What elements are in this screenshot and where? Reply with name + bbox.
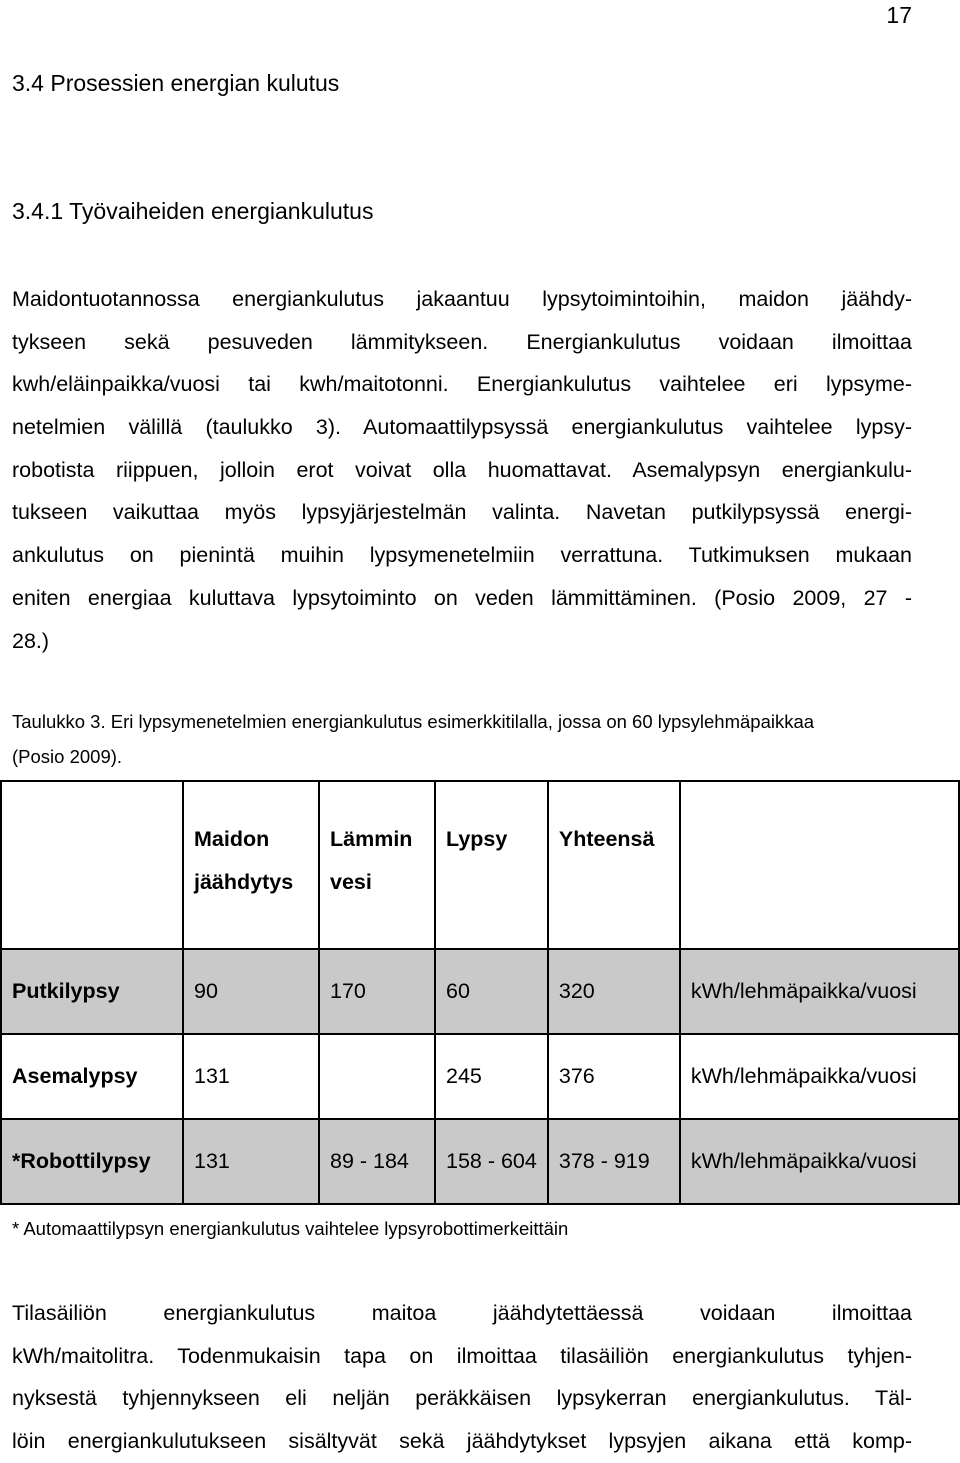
cell-cooling: 131 — [183, 1119, 319, 1204]
cell-milking: 60 — [435, 949, 548, 1034]
header-cell-empty — [1, 781, 183, 949]
section-heading: 3.4 Prosessien energian kulutus — [12, 70, 340, 96]
paragraph-line: eniten energiaa kuluttava lypsytoiminto on veden lämmittäminen. (Posio 2009, 27 - — [12, 585, 912, 610]
paragraph-tank-energy — [12, 1292, 912, 1463]
table-row — [1, 1034, 959, 1119]
cell-warm-water: 170 — [319, 949, 435, 1034]
row-label: Asemalypsy — [1, 1034, 183, 1119]
paragraph-energy-consumption — [12, 278, 912, 662]
cell-unit: kWh/lehmäpaikka/vuosi — [680, 949, 959, 1034]
cell-milking: 245 — [435, 1034, 548, 1119]
paragraph-line: ankulutus on pienintä muihin lypsymenetelmiin verrattuna. Tutkimuksen mukaan — [12, 543, 912, 568]
header-cell-total: Yhteensä — [548, 781, 680, 949]
cell-milking: 158 - 604 — [435, 1119, 548, 1204]
paragraph-line: tykseen sekä pesuveden lämmitykseen. Energiankulutus voidaan ilmoittaa — [12, 329, 912, 354]
paragraph-line: löin energiankulutukseen sisältyvät sekä jäähdytykset lypsyjen aikana että komp- — [12, 1429, 912, 1454]
cell-total: 320 — [548, 949, 680, 1034]
row-label: Putkilypsy — [1, 949, 183, 1034]
table-header-row — [1, 781, 959, 949]
paragraph-line: Maidontuotannossa energiankulutus jakaantuu lypsytoimintoihin, maidon jäähdy- — [12, 287, 912, 311]
cell-warm-water: 89 - 184 — [319, 1119, 435, 1204]
cell-total: 376 — [548, 1034, 680, 1119]
header-cell-milking: Lypsy — [435, 781, 548, 949]
table-row — [1, 949, 959, 1034]
caption-line: Taulukko 3. Eri lypsymenetelmien energiankulutus esimerkkitilalla, jossa on 60 lypsylehmäpaikkaa — [12, 711, 815, 732]
table-caption — [12, 704, 917, 774]
cell-unit: kWh/lehmäpaikka/vuosi — [680, 1034, 959, 1119]
header-cell-unit — [680, 781, 959, 949]
cell-unit: kWh/lehmäpaikka/vuosi — [680, 1119, 959, 1204]
header-cell-warm-water: Lämmin vesi — [319, 781, 435, 949]
table-footnote: * Automaattilypsyn energiankulutus vaihtelee lypsyrobottimerkeittäin — [12, 1218, 569, 1239]
paragraph-line: Tilasäiliön energiankulutus maitoa jäähdytettäessä voidaan ilmoittaa — [12, 1301, 912, 1325]
subsection-heading: 3.4.1 Työvaiheiden energiankulutus — [12, 198, 374, 224]
energy-table — [0, 780, 960, 1205]
paragraph-line: kWh/maitolitra. Todenmukaisin tapa on ilmoittaa tilasäiliön energiankulutus tyhjen- — [12, 1343, 912, 1368]
row-label: *Robottilypsy — [1, 1119, 183, 1204]
cell-cooling: 131 — [183, 1034, 319, 1119]
paragraph-line: netelmien välillä (taulukko 3). Automaattilypsyssä energiankulutus vaihtelee lypsy- — [12, 415, 912, 440]
caption-line: (Posio 2009). — [12, 746, 123, 767]
paragraph-line: 28.) — [12, 628, 50, 653]
cell-total: 378 - 919 — [548, 1119, 680, 1204]
table-row — [1, 1119, 959, 1204]
header-cell-cooling: Maidon jäähdytys — [183, 781, 319, 949]
cell-warm-water — [319, 1034, 435, 1119]
paragraph-line: tukseen vaikuttaa myös lypsyjärjestelmän valinta. Navetan putkilypsyssä energi- — [12, 500, 912, 525]
page-number: 17 — [886, 2, 912, 28]
cell-cooling: 90 — [183, 949, 319, 1034]
paragraph-line: nyksestä tyhjennykseen eli neljän peräkkäisen lypsykerran energiankulutus. Täl- — [12, 1386, 912, 1411]
paragraph-line: robotista riippuen, jolloin erot voivat olla huomattavat. Asemalypsyn energiankulu- — [12, 457, 912, 482]
paragraph-line: kwh/eläinpaikka/vuosi tai kwh/maitotonni. Energiankulutus vaihtelee eri lypsyme- — [12, 372, 912, 397]
